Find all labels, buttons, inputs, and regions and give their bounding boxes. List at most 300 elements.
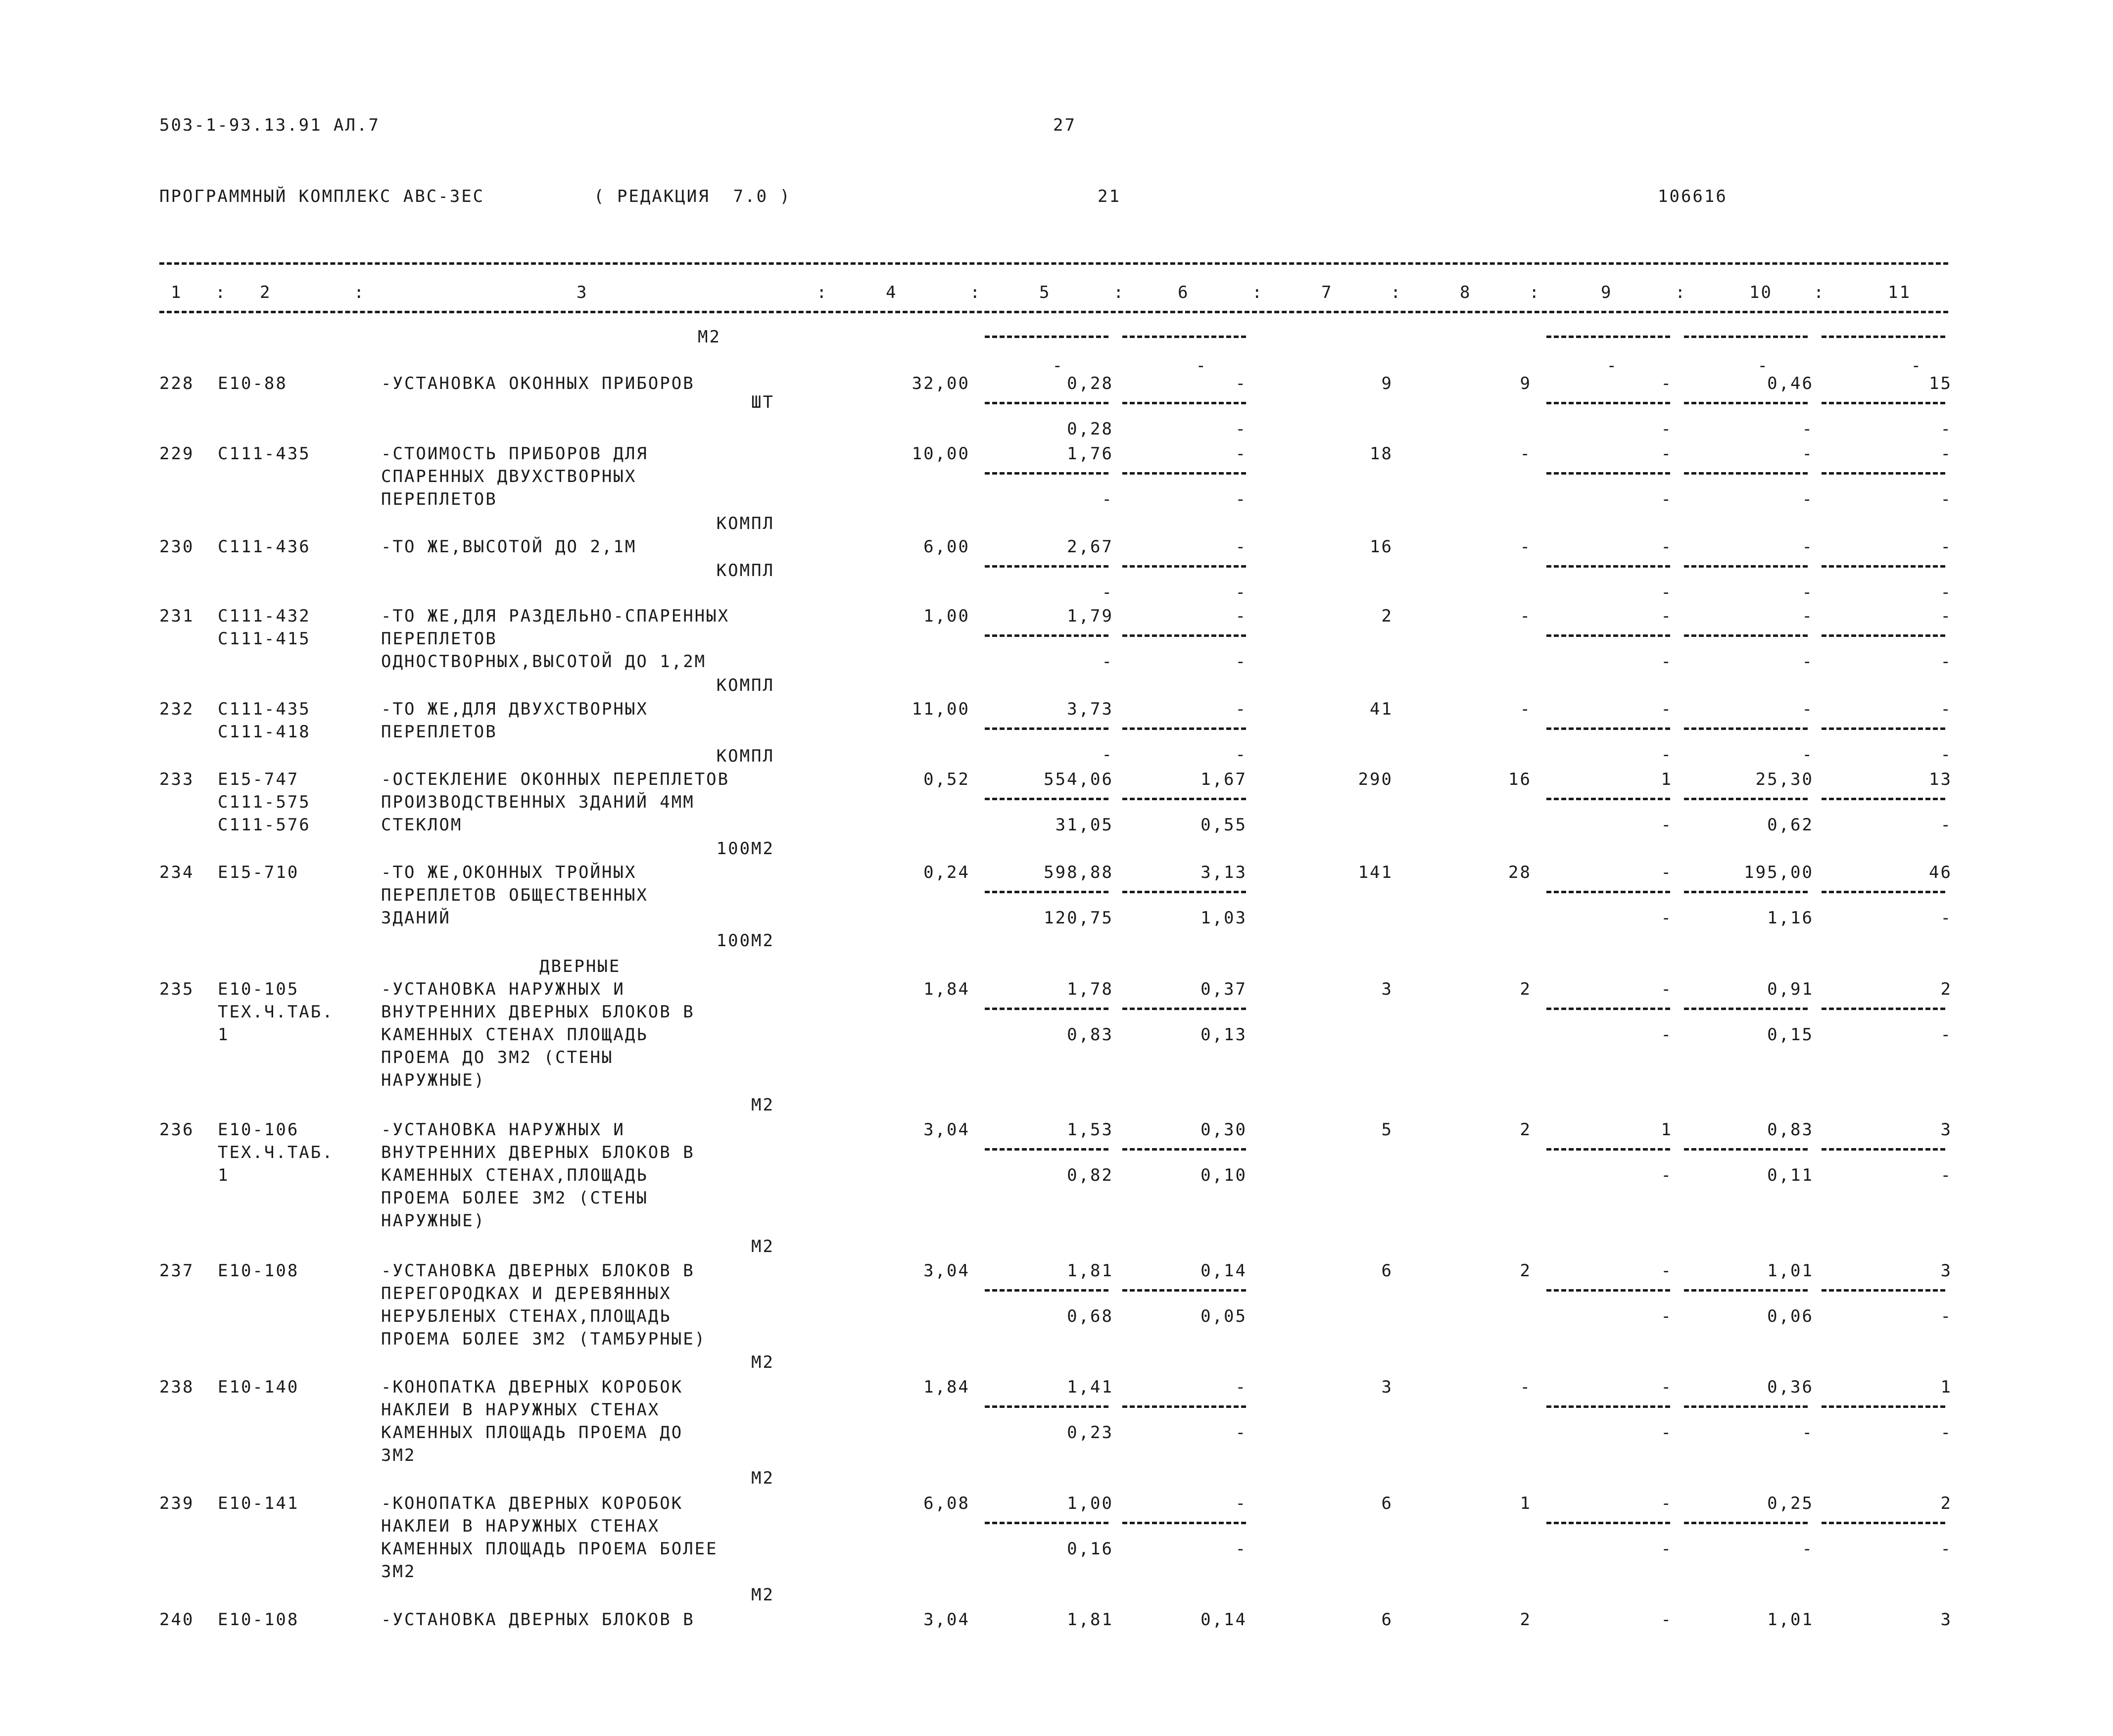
- cost-wages-part: 0,83: [1067, 1025, 1113, 1045]
- labor-machine-part: 0,11: [1767, 1165, 1814, 1185]
- program-name: ПРОГРАММНЫЙ КОМПЛЕКС АВС-ЗЕС: [159, 187, 485, 206]
- work-description: ПЕРЕПЛЕТОВ: [381, 629, 497, 649]
- column-header-5: 5: [1039, 283, 1051, 302]
- cost-per-unit: 554,06: [1044, 770, 1113, 789]
- column-separator: :: [970, 283, 982, 302]
- row-number: 240: [159, 1610, 194, 1630]
- labor-machine-total: -: [1940, 489, 1952, 509]
- row-number: 237: [159, 1261, 194, 1281]
- cost-per-unit: 3,73: [1067, 699, 1113, 719]
- wage-part: -: [1661, 1025, 1673, 1045]
- machine-cost: -: [1235, 1377, 1247, 1397]
- machine-wage: 1: [1661, 770, 1673, 789]
- rate-code: Е10-141: [218, 1494, 299, 1513]
- work-description: -КОНОПАТКА ДВЕРНЫХ КОРОБОК: [381, 1494, 683, 1513]
- rate-code: С111-436: [218, 537, 311, 557]
- cell-divider-rule: [1122, 472, 1246, 475]
- unit-of-measure: М2: [751, 1468, 774, 1488]
- column-header-2: 2: [260, 283, 272, 302]
- cell-divider-rule: [1546, 891, 1670, 893]
- labor-machine-total: -: [1940, 1165, 1952, 1185]
- unit-of-measure: 100М2: [716, 931, 774, 951]
- cell-divider-rule: [1546, 634, 1670, 637]
- labor-per-unit: -: [1802, 699, 1814, 719]
- machine-wages-part: -: [1235, 1539, 1247, 1559]
- cost-wages-part: 0,28: [1067, 419, 1113, 439]
- work-description: -УСТАНОВКА ОКОННЫХ ПРИБОРОВ: [381, 374, 695, 393]
- machine-wage: -: [1661, 1610, 1673, 1630]
- machine-wage: -: [1661, 1494, 1673, 1513]
- labor-total: -: [1940, 606, 1952, 626]
- total-cost: 6: [1381, 1494, 1393, 1513]
- machine-wages-part: 0,55: [1201, 815, 1247, 835]
- subtotal-rule: [1822, 336, 1945, 338]
- machine-wages-part: 1,03: [1201, 908, 1247, 928]
- total-cost: 41: [1370, 699, 1393, 719]
- wage-part: -: [1661, 1423, 1673, 1443]
- work-description: ОДНОСТВОРНЫХ,ВЫСОТОЙ ДО 1,2М: [381, 652, 707, 672]
- rate-code: С111-575: [218, 792, 311, 812]
- section-heading: ДВЕРНЫЕ: [539, 957, 621, 976]
- work-description: ПЕРЕПЛЕТОВ: [381, 722, 497, 742]
- column-separator: :: [816, 283, 828, 302]
- labor-per-unit: 0,25: [1767, 1494, 1814, 1513]
- page-number: 27: [1053, 115, 1076, 135]
- row-number: 232: [159, 699, 194, 719]
- labor-machine-total: -: [1940, 745, 1952, 765]
- cell-divider-rule: [1122, 1522, 1246, 1524]
- cell-divider-rule: [1122, 1008, 1246, 1010]
- wage-total: 1: [1520, 1494, 1532, 1513]
- labor-total: 46: [1929, 863, 1952, 882]
- cell-divider-rule: [1122, 798, 1246, 800]
- quantity: 0,24: [923, 863, 970, 882]
- labor-machine-part: 0,15: [1767, 1025, 1814, 1045]
- work-description: ПРОЕМА БОЛЕЕ 3М2 (СТЕНЫ: [381, 1188, 648, 1208]
- work-description: -ТО ЖЕ,ДЛЯ РАЗДЕЛЬНО-СПАРЕННЫХ: [381, 606, 730, 626]
- machine-cost: -: [1235, 537, 1247, 557]
- labor-per-unit: 1,01: [1767, 1261, 1814, 1281]
- machine-cost: -: [1235, 699, 1247, 719]
- wage-total: 28: [1508, 863, 1532, 882]
- cost-per-unit: 1,81: [1067, 1610, 1113, 1630]
- wage-total: -: [1520, 444, 1532, 464]
- work-description: ПЕРЕПЛЕТОВ: [381, 489, 497, 509]
- quantity: 3,04: [923, 1120, 970, 1140]
- cell-divider-rule: [1122, 891, 1246, 893]
- subtotal-rule: [1546, 336, 1670, 338]
- unit-of-measure: М2: [751, 1095, 774, 1115]
- quantity: 1,00: [923, 606, 970, 626]
- quantity: 1,84: [923, 979, 970, 999]
- work-description: НАРУЖНЫЕ): [381, 1211, 486, 1231]
- quantity: 3,04: [923, 1610, 970, 1630]
- cell-divider-rule: [985, 798, 1108, 800]
- machine-wages-part: 0,13: [1201, 1025, 1247, 1045]
- labor-per-unit: 25,30: [1755, 770, 1814, 789]
- machine-cost: 0,14: [1201, 1261, 1247, 1281]
- labor-machine-total: -: [1940, 652, 1952, 672]
- labor-total: -: [1940, 444, 1952, 464]
- labor-per-unit: 1,01: [1767, 1610, 1814, 1630]
- row-number: 238: [159, 1377, 194, 1397]
- wage-part: -: [1661, 908, 1673, 928]
- cost-per-unit: 598,88: [1044, 863, 1113, 882]
- rate-code: Е15-747: [218, 770, 299, 789]
- column-separator: :: [1391, 283, 1402, 302]
- labor-machine-part: 1,16: [1767, 908, 1814, 928]
- unit-label: М2: [698, 327, 721, 347]
- total-cost: 9: [1381, 374, 1393, 393]
- total-cost: 290: [1358, 770, 1393, 789]
- column-separator: :: [1113, 283, 1125, 302]
- row-number: 239: [159, 1494, 194, 1513]
- work-description: НЕРУБЛЕНЫХ СТЕНАХ,ПЛОЩАДЬ: [381, 1306, 672, 1326]
- unit-of-measure: 100М2: [716, 839, 774, 859]
- machine-cost: -: [1235, 606, 1247, 626]
- machine-cost: 0,37: [1201, 979, 1247, 999]
- cell-divider-rule: [985, 472, 1108, 475]
- work-description: -СТОИМОСТЬ ПРИБОРОВ ДЛЯ: [381, 444, 648, 464]
- column-header-1: 1: [171, 283, 183, 302]
- cell-divider-rule: [1546, 727, 1670, 730]
- cell-divider-rule: [1546, 1522, 1670, 1524]
- cell-divider-rule: [1546, 1148, 1670, 1151]
- carryover-mark: -: [1757, 356, 1769, 376]
- row-number: 229: [159, 444, 194, 464]
- row-number: 228: [159, 374, 194, 393]
- labor-total: 3: [1940, 1610, 1952, 1630]
- wage-part: -: [1661, 419, 1673, 439]
- machine-cost: -: [1235, 444, 1247, 464]
- cell-divider-rule: [1684, 1522, 1808, 1524]
- column-separator: :: [354, 283, 366, 302]
- cell-divider-rule: [1122, 1148, 1246, 1151]
- work-description: ВНУТРЕННИХ ДВЕРНЫХ БЛОКОВ В: [381, 1143, 695, 1162]
- labor-machine-total: -: [1940, 1539, 1952, 1559]
- unit-of-measure: КОМПЛ: [716, 514, 774, 533]
- wage-part: -: [1661, 1539, 1673, 1559]
- rate-code: С111-415: [218, 629, 311, 649]
- cost-per-unit: 1,00: [1067, 1494, 1113, 1513]
- work-description: -ТО ЖЕ,ВЫСОТОЙ ДО 2,1М: [381, 537, 637, 557]
- total-cost: 5: [1381, 1120, 1393, 1140]
- cell-divider-rule: [985, 1405, 1108, 1408]
- rate-code: ТЕХ.Ч.ТАБ.: [218, 1002, 334, 1022]
- wage-part: -: [1661, 745, 1673, 765]
- labor-machine-part: -: [1802, 489, 1814, 509]
- work-description: -УСТАНОВКА НАРУЖНЫХ И: [381, 1120, 625, 1140]
- labor-machine-total: -: [1940, 1306, 1952, 1326]
- labor-total: -: [1940, 537, 1952, 557]
- unit-of-measure: КОМПЛ: [716, 561, 774, 580]
- rate-code: Е10-108: [218, 1261, 299, 1281]
- row-number: 236: [159, 1120, 194, 1140]
- row-number: 231: [159, 606, 194, 626]
- rate-code: Е15-710: [218, 863, 299, 882]
- subtotal-rule: [1684, 336, 1808, 338]
- cell-divider-rule: [1546, 1289, 1670, 1292]
- work-description: -УСТАНОВКА ДВЕРНЫХ БЛОКОВ В: [381, 1261, 695, 1281]
- cost-wages-part: -: [1102, 489, 1113, 509]
- cost-wages-part: 0,68: [1067, 1306, 1113, 1326]
- cell-divider-rule: [1822, 1148, 1945, 1151]
- cost-per-unit: 1,78: [1067, 979, 1113, 999]
- work-description: -КОНОПАТКА ДВЕРНЫХ КОРОБОК: [381, 1377, 683, 1397]
- column-header-8: 8: [1460, 283, 1472, 302]
- cost-per-unit: 1,41: [1067, 1377, 1113, 1397]
- column-separator: :: [1252, 283, 1264, 302]
- quantity: 10,00: [912, 444, 970, 464]
- cell-divider-rule: [985, 1289, 1108, 1292]
- column-header-6: 6: [1178, 283, 1190, 302]
- quantity: 1,84: [923, 1377, 970, 1397]
- work-description: ПЕРЕПЛЕТОВ ОБЩЕСТВЕННЫХ: [381, 885, 648, 905]
- carryover-mark: -: [1052, 356, 1064, 376]
- quantity: 6,00: [923, 537, 970, 557]
- column-header-4: 4: [886, 283, 898, 302]
- quantity: 32,00: [912, 374, 970, 393]
- total-cost: 16: [1370, 537, 1393, 557]
- rate-code: Е10-88: [218, 374, 288, 393]
- work-description: -ТО ЖЕ,ОКОННЫХ ТРОЙНЫХ: [381, 863, 637, 882]
- wage-total: 2: [1520, 1120, 1532, 1140]
- wage-total: 2: [1520, 979, 1532, 999]
- machine-cost: -: [1235, 374, 1247, 393]
- cell-divider-rule: [1822, 1289, 1945, 1292]
- wage-part: -: [1661, 582, 1673, 602]
- column-separator: :: [1814, 283, 1825, 302]
- document-code: 503-1-93.13.91 АЛ.7: [159, 115, 380, 135]
- cell-divider-rule: [1684, 1148, 1808, 1151]
- wage-part: -: [1661, 1306, 1673, 1326]
- work-description: НАРУЖНЫЕ): [381, 1070, 486, 1090]
- total-cost: 2: [1381, 606, 1393, 626]
- labor-machine-total: -: [1940, 908, 1952, 928]
- cell-divider-rule: [1546, 402, 1670, 404]
- cell-divider-rule: [1122, 634, 1246, 637]
- cell-divider-rule: [985, 634, 1108, 637]
- cell-divider-rule: [1546, 1008, 1670, 1010]
- machine-cost: 1,67: [1201, 770, 1247, 789]
- machine-wage: -: [1661, 979, 1673, 999]
- machine-wage: -: [1661, 1377, 1673, 1397]
- labor-machine-part: -: [1802, 652, 1814, 672]
- machine-cost: 0,30: [1201, 1120, 1247, 1140]
- work-description: СПАРЕННЫХ ДВУХСТВОРНЫХ: [381, 467, 637, 486]
- labor-total: 15: [1929, 374, 1952, 393]
- cell-divider-rule: [985, 727, 1108, 730]
- rate-code: 1: [218, 1025, 230, 1045]
- work-description: СТЕКЛОМ: [381, 815, 463, 835]
- total-cost: 6: [1381, 1610, 1393, 1630]
- cost-per-unit: 1,53: [1067, 1120, 1113, 1140]
- work-description: ПЕРЕГОРОДКАХ И ДЕРЕВЯННЫХ: [381, 1284, 672, 1303]
- work-description: КАМЕННЫХ ПЛОЩАДЬ ПРОЕМА ДО: [381, 1423, 683, 1443]
- row-number: 233: [159, 770, 194, 789]
- quantity: 0,52: [923, 770, 970, 789]
- cell-divider-rule: [1822, 472, 1945, 475]
- cell-divider-rule: [985, 891, 1108, 893]
- wage-total: 9: [1520, 374, 1532, 393]
- cell-divider-rule: [1822, 1008, 1945, 1010]
- labor-machine-part: -: [1802, 419, 1814, 439]
- carryover-mark: -: [1606, 356, 1618, 376]
- machine-wage: -: [1661, 444, 1673, 464]
- machine-wage: -: [1661, 863, 1673, 882]
- machine-wages-part: -: [1235, 582, 1247, 602]
- labor-total: 13: [1929, 770, 1952, 789]
- cell-divider-rule: [1546, 565, 1670, 568]
- cell-divider-rule: [1122, 1289, 1246, 1292]
- cell-divider-rule: [1546, 1405, 1670, 1408]
- labor-total: 2: [1940, 979, 1952, 999]
- unit-of-measure: М2: [751, 1585, 774, 1605]
- cell-divider-rule: [1684, 472, 1808, 475]
- labor-total: 2: [1940, 1494, 1952, 1513]
- machine-wage: -: [1661, 699, 1673, 719]
- cell-divider-rule: [1684, 634, 1808, 637]
- cell-divider-rule: [985, 1522, 1108, 1524]
- machine-wages-part: 0,10: [1201, 1165, 1247, 1185]
- labor-per-unit: 0,46: [1767, 374, 1814, 393]
- machine-cost: 0,14: [1201, 1610, 1247, 1630]
- cell-divider-rule: [1546, 798, 1670, 800]
- cell-divider-rule: [1822, 891, 1945, 893]
- cell-divider-rule: [1684, 565, 1808, 568]
- cost-wages-part: 31,05: [1055, 815, 1113, 835]
- unit-of-measure: КОМПЛ: [716, 675, 774, 695]
- column-header-10: 10: [1749, 283, 1773, 302]
- labor-per-unit: -: [1802, 537, 1814, 557]
- rate-code: С111-418: [218, 722, 311, 742]
- wage-part: -: [1661, 652, 1673, 672]
- cost-wages-part: -: [1102, 745, 1113, 765]
- rate-code: С111-432: [218, 606, 311, 626]
- machine-wage: 1: [1661, 1120, 1673, 1140]
- rate-code: С111-435: [218, 444, 311, 464]
- labor-per-unit: -: [1802, 444, 1814, 464]
- work-description: КАМЕННЫХ ПЛОЩАДЬ ПРОЕМА БОЛЕЕ: [381, 1539, 718, 1559]
- cell-divider-rule: [1822, 565, 1945, 568]
- rate-code: Е10-106: [218, 1120, 299, 1140]
- cell-divider-rule: [985, 1148, 1108, 1151]
- wage-part: -: [1661, 489, 1673, 509]
- cell-divider-rule: [1822, 402, 1945, 404]
- labor-machine-total: -: [1940, 815, 1952, 835]
- work-description: НАКЛЕИ В НАРУЖНЫХ СТЕНАХ: [381, 1516, 660, 1536]
- unit-of-measure: ШТ: [751, 392, 774, 412]
- column-header-11: 11: [1888, 283, 1911, 302]
- cost-per-unit: 2,67: [1067, 537, 1113, 557]
- work-description: ПРОЕМА БОЛЕЕ 3М2 (ТАМБУРНЫЕ): [381, 1329, 707, 1349]
- labor-per-unit: 195,00: [1744, 863, 1814, 882]
- cost-per-unit: 0,28: [1067, 374, 1113, 393]
- machine-cost: 3,13: [1201, 863, 1247, 882]
- labor-machine-part: -: [1802, 745, 1814, 765]
- labor-per-unit: 0,36: [1767, 1377, 1814, 1397]
- machine-wage: -: [1661, 537, 1673, 557]
- wage-total: -: [1520, 699, 1532, 719]
- machine-wages-part: -: [1235, 489, 1247, 509]
- column-header-3: 3: [576, 283, 588, 302]
- work-description: 3М2: [381, 1446, 416, 1465]
- machine-wages-part: -: [1235, 745, 1247, 765]
- work-description: 3М2: [381, 1562, 416, 1582]
- total-cost: 141: [1358, 863, 1393, 882]
- cost-wages-part: 0,82: [1067, 1165, 1113, 1185]
- row-number: 230: [159, 537, 194, 557]
- machine-cost: -: [1235, 1494, 1247, 1513]
- labor-machine-part: -: [1802, 582, 1814, 602]
- column-separator: :: [1529, 283, 1541, 302]
- cost-wages-part: 0,23: [1067, 1423, 1113, 1443]
- cell-divider-rule: [1546, 472, 1670, 475]
- cost-wages-part: -: [1102, 652, 1113, 672]
- cost-wages-part: 0,16: [1067, 1539, 1113, 1559]
- quantity: 3,04: [923, 1261, 970, 1281]
- cell-divider-rule: [1122, 727, 1246, 730]
- machine-wage: -: [1661, 606, 1673, 626]
- rate-code: 1: [218, 1165, 230, 1185]
- cell-divider-rule: [1122, 1405, 1246, 1408]
- sheet-number: 21: [1098, 187, 1121, 206]
- subtotal-rule: [1122, 336, 1246, 338]
- machine-wages-part: 0,05: [1201, 1306, 1247, 1326]
- rate-code: Е10-105: [218, 979, 299, 999]
- wage-total: -: [1520, 606, 1532, 626]
- header-top-rule: [159, 262, 1948, 265]
- labor-total: 3: [1940, 1261, 1952, 1281]
- work-description: ЗДАНИЙ: [381, 908, 451, 928]
- cell-divider-rule: [1684, 1289, 1808, 1292]
- rate-code: Е10-140: [218, 1377, 299, 1397]
- cell-divider-rule: [1822, 727, 1945, 730]
- unit-of-measure: М2: [751, 1237, 774, 1256]
- labor-machine-part: -: [1802, 1539, 1814, 1559]
- labor-per-unit: -: [1802, 606, 1814, 626]
- labor-machine-part: -: [1802, 1423, 1814, 1443]
- wage-total: -: [1520, 537, 1532, 557]
- column-header-7: 7: [1321, 283, 1333, 302]
- rate-code: С111-576: [218, 815, 311, 835]
- cell-divider-rule: [1822, 1405, 1945, 1408]
- work-description: КАМЕННЫХ СТЕНАХ ПЛОЩАДЬ: [381, 1025, 648, 1045]
- cell-divider-rule: [1822, 798, 1945, 800]
- total-cost: 3: [1381, 979, 1393, 999]
- total-cost: 18: [1370, 444, 1393, 464]
- header-bottom-rule: [159, 311, 1948, 313]
- row-number: 235: [159, 979, 194, 999]
- cell-divider-rule: [1684, 402, 1808, 404]
- machine-wage: -: [1661, 1261, 1673, 1281]
- labor-total: 3: [1940, 1120, 1952, 1140]
- cost-per-unit: 1,81: [1067, 1261, 1113, 1281]
- labor-total: -: [1940, 699, 1952, 719]
- rate-code: Е10-108: [218, 1610, 299, 1630]
- cost-wages-part: -: [1102, 582, 1113, 602]
- work-description: ВНУТРЕННИХ ДВЕРНЫХ БЛОКОВ В: [381, 1002, 695, 1022]
- work-description: -ТО ЖЕ,ДЛЯ ДВУХСТВОРНЫХ: [381, 699, 648, 719]
- work-description: НАКЛЕИ В НАРУЖНЫХ СТЕНАХ: [381, 1400, 660, 1420]
- quantity: 11,00: [912, 699, 970, 719]
- work-description: -УСТАНОВКА НАРУЖНЫХ И: [381, 979, 625, 999]
- wage-part: -: [1661, 815, 1673, 835]
- machine-wages-part: -: [1235, 1423, 1247, 1443]
- machine-wages-part: -: [1235, 652, 1247, 672]
- labor-machine-total: -: [1940, 582, 1952, 602]
- work-description: -УСТАНОВКА ДВЕРНЫХ БЛОКОВ В: [381, 1610, 695, 1630]
